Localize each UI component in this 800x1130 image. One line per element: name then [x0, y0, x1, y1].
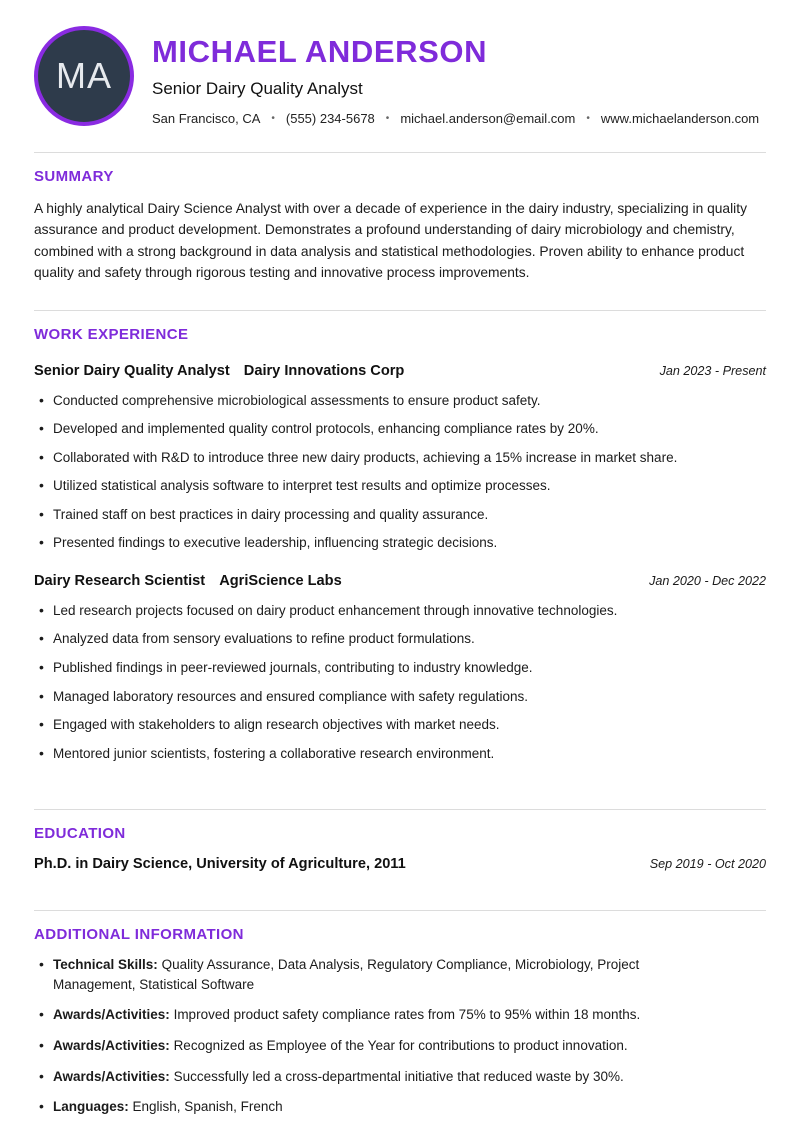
- job-bullet-list: [34, 391, 766, 553]
- job-bullet: • Published findings in peer-reviewed journals, contributing to industry knowledge.: [53, 658, 766, 678]
- work-experience-heading: WORK EXPERIENCE: [34, 325, 189, 343]
- info-item-text: English, Spanish, French: [132, 1099, 283, 1115]
- info-item-label: Languages:: [53, 1099, 129, 1115]
- job-bullet-list: [34, 601, 766, 763]
- job-dates: Jan 2023 - Present: [659, 363, 766, 378]
- summary-section: [34, 152, 766, 284]
- info-item-label: Awards/Activities:: [53, 1037, 170, 1053]
- contact-row: [152, 111, 759, 126]
- job-title: Senior Dairy Quality Analyst: [34, 362, 230, 379]
- contact-email: michael.anderson@email.com: [400, 111, 576, 126]
- job-bullet: • Collaborated with R&D to introduce three new dairy products, achieving a 15% increase in market share.: [53, 448, 766, 468]
- job-title: Dairy Research Scientist: [34, 572, 206, 589]
- job-header: [34, 573, 766, 589]
- bullet-separator-icon: •: [586, 113, 590, 124]
- info-item-text: Quality Assurance, Data Analysis, Regulatory Compliance, Microbiology, Project Management, Statistical Software: [53, 957, 640, 992]
- bullet-separator-icon: •: [385, 113, 390, 124]
- additional-info-item: [53, 955, 766, 994]
- job-bullet: • Analyzed data from sensory evaluations to refine product formulations.: [53, 629, 766, 649]
- job-bullet: • Presented findings to executive leadership, influencing strategic decisions.: [53, 533, 766, 553]
- candidate-name: MICHAEL ANDERSON: [152, 34, 488, 69]
- education-section: [34, 809, 766, 872]
- avatar-initials: MA: [56, 55, 112, 96]
- job-bullet: • Engaged with stakeholders to align research objectives with market needs.: [53, 715, 766, 735]
- additional-info-section: [34, 910, 766, 1116]
- candidate-title: Senior Dairy Quality Analyst: [152, 79, 363, 98]
- info-item-text: Improved product safety compliance rates from 75% to 95% within 18 months.: [173, 1007, 641, 1023]
- additional-info-list: [34, 955, 766, 1116]
- additional-info-item: [53, 1067, 766, 1087]
- job-bullet: • Mentored junior scientists, fostering a collaborative research environment.: [53, 744, 766, 764]
- job-entry: [34, 573, 766, 763]
- education-dates: Sep 2019 - Oct 2020: [649, 857, 766, 872]
- job-entry: [34, 363, 766, 553]
- job-dates: Jan 2020 - Dec 2022: [649, 573, 766, 588]
- education-entry: [34, 856, 766, 872]
- summary-heading: SUMMARY: [34, 168, 114, 185]
- job-title-company: [34, 573, 342, 589]
- additional-info-item: [53, 1097, 766, 1117]
- job-bullet: • Trained staff on best practices in dairy processing and quality assurance.: [53, 505, 766, 525]
- job-header: [34, 363, 766, 379]
- contact-website: www.michaelanderson.com: [600, 111, 760, 126]
- additional-info-item: [53, 1036, 766, 1056]
- info-item-label: Awards/Activities:: [53, 1068, 170, 1084]
- additional-info-item: [53, 1005, 766, 1025]
- job-bullet: • Utilized statistical analysis software to interpret test results and optimize processes.: [53, 476, 766, 496]
- work-experience-section: [34, 310, 766, 764]
- education-degree: Ph.D. in Dairy Science, University of Agriculture, 2011: [34, 856, 406, 873]
- resume-header: [34, 26, 766, 126]
- summary-text: A highly analytical Dairy Science Analyst with over a decade of experience in the dairy industry, specializing in quality assurance and product development. Demonstrates a profound understanding of dairy microbiology and chemistry, combined with a strong background in data analysis and statistical methodologies. Proven ability to enhance product quality and safety through rigorous testing and innovative process improvements.: [34, 201, 747, 281]
- header-text: [152, 26, 759, 126]
- info-item-label: Awards/Activities:: [53, 1007, 170, 1023]
- contact-location: San Francisco, CA: [152, 111, 261, 126]
- job-bullet: • Developed and implemented quality control protocols, enhancing compliance rates by 20%.: [53, 419, 766, 439]
- job-company: Dairy Innovations Corp: [243, 362, 405, 379]
- job-bullet: • Conducted comprehensive microbiological assessments to ensure product safety.: [53, 391, 766, 411]
- info-item-text: Recognized as Employee of the Year for contributions to product innovation.: [173, 1037, 628, 1053]
- additional-info-heading: ADDITIONAL INFORMATION: [34, 926, 244, 944]
- job-bullet: • Managed laboratory resources and ensured compliance with safety regulations.: [53, 687, 766, 707]
- job-bullet: • Led research projects focused on dairy product enhancement through innovative technologies.: [53, 601, 766, 621]
- education-heading: EDUCATION: [34, 825, 126, 843]
- info-item-text: Successfully led a cross-departmental initiative that reduced waste by 30%.: [173, 1068, 624, 1084]
- avatar: [34, 26, 134, 126]
- contact-phone: (555) 234-5678: [285, 111, 375, 126]
- job-title-company: [34, 363, 404, 379]
- info-item-label: Technical Skills:: [53, 957, 158, 973]
- job-company: AgriScience Labs: [219, 572, 342, 589]
- bullet-separator-icon: •: [271, 113, 275, 124]
